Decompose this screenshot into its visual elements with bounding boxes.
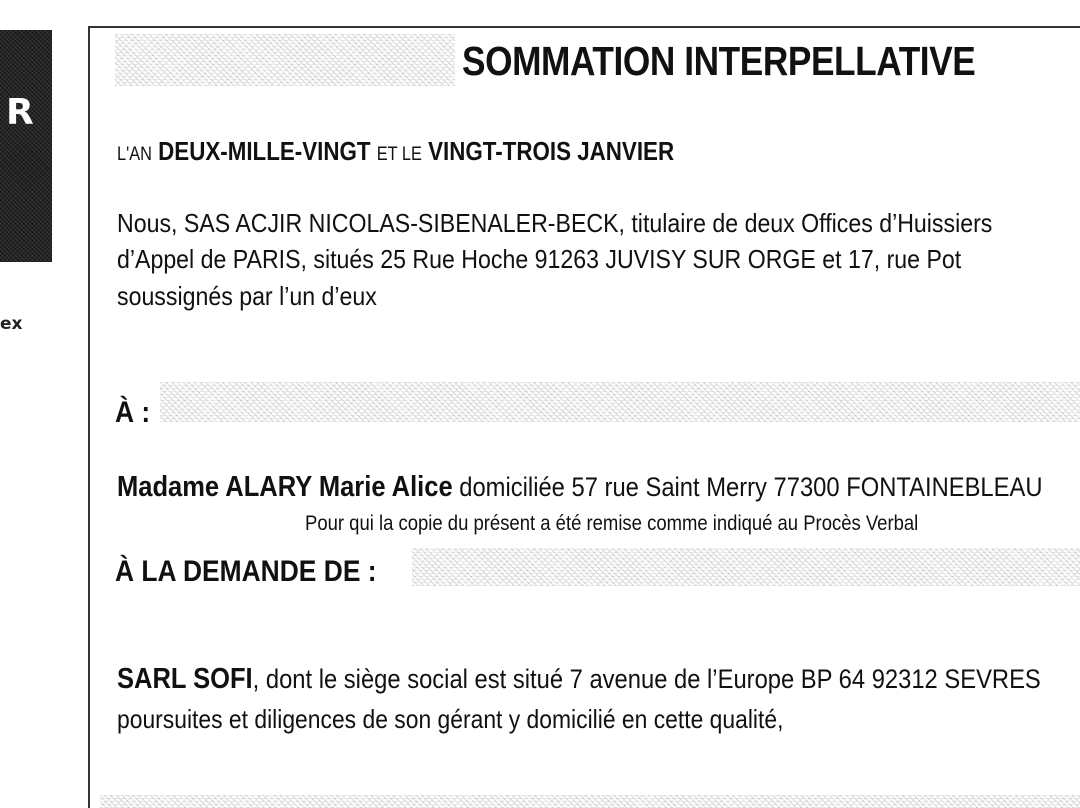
dither-pattern — [100, 795, 1080, 808]
letterhead-logo-block — [0, 30, 52, 262]
date-year: DEUX-MILLE-VINGT — [158, 136, 371, 166]
date-day: VINGT-TROIS JANVIER — [428, 136, 675, 166]
dither-pattern — [412, 548, 1080, 586]
requester-address: , dont le siège social est situé 7 avenue de l’Europe BP 64 92312 SEVRES — [252, 664, 1041, 694]
requester-line — [117, 663, 1041, 696]
heading-requester: À LA DEMANDE DE : — [115, 555, 377, 588]
date-connector: ET LE — [376, 144, 422, 165]
nous-line-2: d’Appel de PARIS, situés 25 Rue Hoche 91263 JUVISY SUR ORGE et 17, rue Pot — [117, 244, 962, 274]
recipient-address: domiciliée 57 rue Saint Merry 77300 FONTAINEBLEAU — [452, 472, 1043, 502]
logo-letter: R — [6, 92, 33, 133]
document-title: SOMMATION INTERPELLATIVE — [462, 38, 976, 84]
copy-note: Pour qui la copie du présent a été remise comme indiqué au Procès Verbal — [305, 512, 919, 535]
dither-pattern — [160, 382, 1080, 422]
date-line — [117, 136, 674, 167]
requester-name: SARL SOFI — [117, 663, 253, 695]
heading-recipient: À : — [115, 396, 151, 429]
recipient-name: Madame ALARY Marie Alice — [117, 471, 453, 503]
date-prefix: L'AN — [117, 144, 152, 165]
requester-line-2: poursuites et diligences de son gérant y domicilié en cette qualité, — [117, 704, 784, 734]
nous-line-1: Nous, SAS ACJIR NICOLAS-SIBENALER-BECK, titulaire de deux Offices d’Huissiers — [117, 208, 993, 238]
letterhead-text-fragment: ex — [0, 314, 23, 334]
recipient-line — [117, 471, 1042, 504]
nous-line-3: soussignés par l’un d’eux — [117, 281, 377, 311]
dither-pattern — [115, 34, 455, 86]
